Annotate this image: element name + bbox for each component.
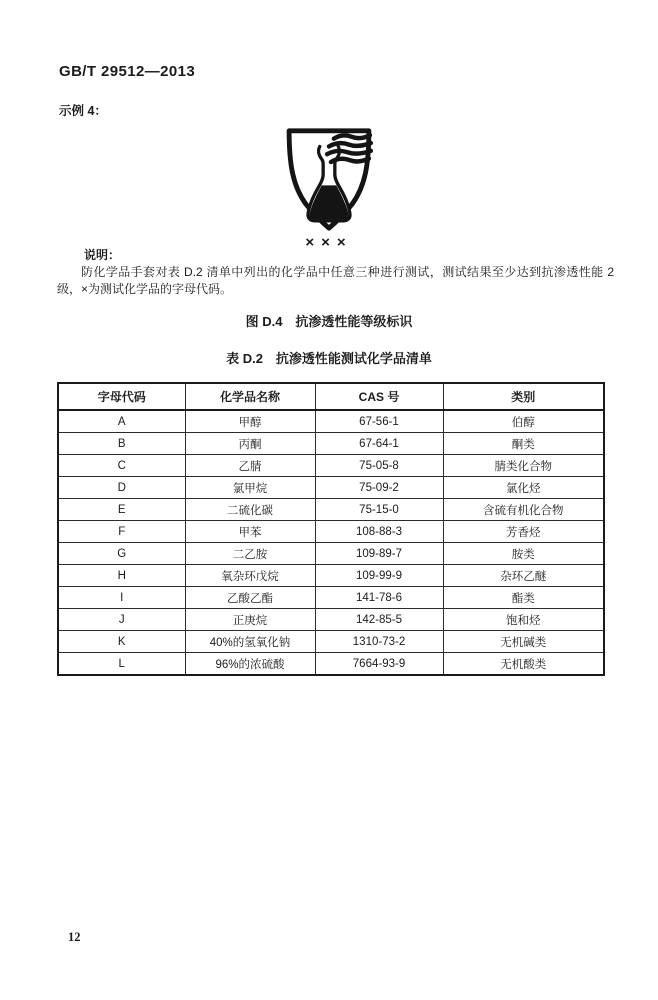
chemical-hazard-shield-icon (279, 126, 379, 233)
table-caption: 表 D.2 抗渗透性能测试化学品清单 (226, 351, 432, 366)
cell-category: 无机碱类 (443, 631, 604, 653)
cell-category: 腈类化合物 (443, 455, 604, 477)
example-label: 示例 4： (59, 104, 107, 118)
cell-name: 甲苯 (185, 521, 315, 543)
cell-name: 乙腈 (185, 455, 315, 477)
cell-cas: 142-85-5 (315, 609, 443, 631)
table-row (58, 521, 604, 543)
table-row (58, 477, 604, 499)
cell-name: 正庚烷 (185, 609, 315, 631)
cell-code: L (58, 653, 185, 676)
cell-cas: 109-89-7 (315, 543, 443, 565)
cell-name: 二乙胺 (185, 543, 315, 565)
cell-name: 二硫化碳 (185, 499, 315, 521)
cell-code: D (58, 477, 185, 499)
cell-cas: 108-88-3 (315, 521, 443, 543)
note-text: 防化学品手套对表 D.2 清单中列出的化学品中任意三种进行测试，测试结果至少达到抗渗透性能 2 级，×为测试化学品的字母代码。 (57, 265, 614, 296)
cell-code: H (58, 565, 185, 587)
cell-code: F (58, 521, 185, 543)
cell-name: 氧杂环戊烷 (185, 565, 315, 587)
cell-category: 氯化烃 (443, 477, 604, 499)
cell-category: 芳香烃 (443, 521, 604, 543)
cell-code: I (58, 587, 185, 609)
table-row (58, 455, 604, 477)
table-header-row (58, 383, 604, 410)
cell-code: A (58, 410, 185, 433)
table-row (58, 587, 604, 609)
cell-code: B (58, 433, 185, 455)
header-chemical-name: 化学品名称 (185, 383, 315, 410)
header-letter-code: 字母代码 (58, 383, 185, 410)
cell-cas: 1310-73-2 (315, 631, 443, 653)
cell-cas: 67-56-1 (315, 410, 443, 433)
cell-category: 杂环乙醚 (443, 565, 604, 587)
cell-category: 无机酸类 (443, 653, 604, 676)
cell-cas: 75-09-2 (315, 477, 443, 499)
pictogram-code-marks: ××× (305, 234, 353, 251)
cell-name: 丙酮 (185, 433, 315, 455)
cell-code: G (58, 543, 185, 565)
cell-category: 伯醇 (443, 410, 604, 433)
note-label: 说明： (84, 248, 121, 262)
cell-category: 含硫有机化合物 (443, 499, 604, 521)
table-row (58, 410, 604, 433)
table-row (58, 631, 604, 653)
cell-code: J (58, 609, 185, 631)
cell-category: 酮类 (443, 433, 604, 455)
cell-name: 甲醇 (185, 410, 315, 433)
pictogram-block (0, 126, 658, 251)
header-cas-number: CAS 号 (315, 383, 443, 410)
cell-cas: 109-99-9 (315, 565, 443, 587)
table-row (58, 499, 604, 521)
table-row (58, 433, 604, 455)
cell-cas: 67-64-1 (315, 433, 443, 455)
cell-name: 氯甲烷 (185, 477, 315, 499)
table-row (58, 565, 604, 587)
cell-name: 96%的浓硫酸 (185, 653, 315, 676)
chemical-list-table (57, 382, 605, 676)
table-row (58, 543, 604, 565)
figure-caption: 图 D.4 抗渗透性能等级标识 (245, 314, 413, 329)
cell-name: 40%的氢氧化钠 (185, 631, 315, 653)
cell-cas: 141-78-6 (315, 587, 443, 609)
cell-cas: 75-15-0 (315, 499, 443, 521)
cell-category: 酯类 (443, 587, 604, 609)
cell-code: K (58, 631, 185, 653)
cell-category: 胺类 (443, 543, 604, 565)
cell-cas: 75-05-8 (315, 455, 443, 477)
cell-category: 饱和烃 (443, 609, 604, 631)
header-category: 类别 (443, 383, 604, 410)
standard-number: GB/T 29512—2013 (59, 63, 196, 80)
table-row (58, 653, 604, 676)
page-number: 12 (68, 930, 81, 944)
cell-code: E (58, 499, 185, 521)
cell-code: C (58, 455, 185, 477)
table-row (58, 609, 604, 631)
cell-name: 乙酸乙酯 (185, 587, 315, 609)
cell-cas: 7664-93-9 (315, 653, 443, 676)
